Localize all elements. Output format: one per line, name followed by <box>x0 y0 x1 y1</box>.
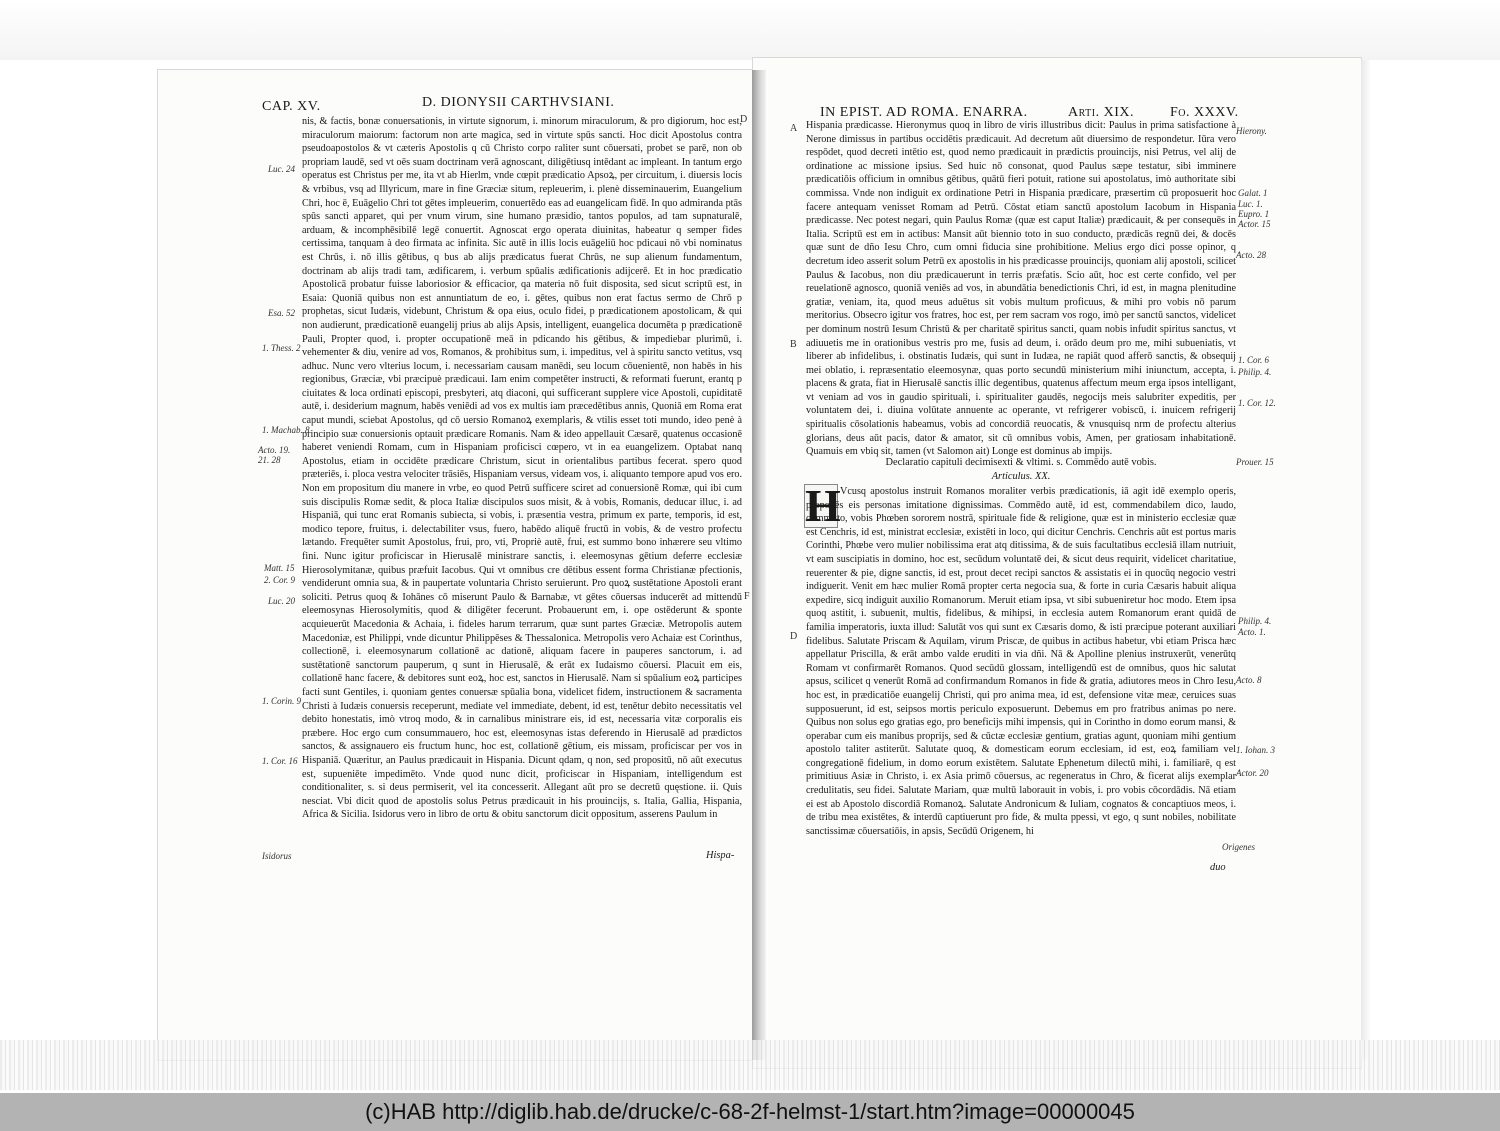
left-section-marker-f: F <box>744 591 750 602</box>
left-margin-note: Luc. 20 <box>268 596 295 606</box>
left-margin-note: Acto. 19. 21. 28 <box>258 445 291 465</box>
right-header-title: IN EPIST. AD ROMA. ENARRA. <box>820 105 1028 120</box>
left-margin-note: 1. Machab. 8 <box>262 425 310 435</box>
right-catchword: duo <box>1210 862 1226 873</box>
right-margin-note: Prouer. 15 <box>1236 457 1274 467</box>
page-edge <box>1361 60 1371 1060</box>
right-margin-note: Actor. 20 <box>1236 768 1269 778</box>
right-margin-note: 1. Iohan. 3 <box>1236 745 1275 755</box>
right-section-marker-d: D <box>790 631 798 642</box>
right-margin-note: Luc. 1. <box>1238 199 1263 209</box>
left-header-title: D. DIONYSII CARTHVSIANI. <box>422 95 615 110</box>
scan-background <box>0 0 1500 60</box>
right-margin-note: Origenes <box>1222 842 1255 852</box>
right-section-marker-b: B <box>790 339 797 350</box>
left-margin-note: 1. Thess. 2 <box>262 343 301 353</box>
right-margin-note: Acto. 8 <box>1236 675 1262 685</box>
right-margin-note: Eupro. 1 <box>1238 209 1270 219</box>
right-margin-note: Philip. 4. <box>1238 367 1272 377</box>
right-body-text-bottom <box>805 480 1236 861</box>
right-margin-note: Actor. 15 <box>1238 219 1271 229</box>
left-section-marker-d: D <box>740 114 748 125</box>
left-margin-note: 2. Cor. 9 <box>264 575 296 585</box>
right-body-paragraph: Vcusq apostolus instruit Romanos moraliter verbis prædicationis, iā agit idē exemplo operis, proponēs eis personas imitatione dignissimas. Commēdo autē, id est, commendabilem dico, laudo, committo, vobis Phœben sororem nostrā, spirituale fide & religione, quæ est in ministerio ecclesiæ quæ est Cenchris, id est, ministrat ecclesiæ, existēti in loco, qui dicitur Cenchris. Cenchris aūt est portus maris Corinthi, Phœbe vero mulier nobilissima erat atq ditissima, & de suis facultatibus ecclesiā illam nutriuit, vt eam suscipiatis in domino, hoc est, secūdum voluntatē dei, & sicut deus requirit, videlicet charitatiue, reuerenter & pie, digne sanctis, id est, prout decet recipi sanctos & assistatis ei in quocūq negocio vestri indiguerit. Venit em hæc mulier Romā propter certa negocia sua, & forte in curia Cæsaris habuit aliqua expedire, sicq indiguit auxilio Romanorum. Meruit etiam ipsa, vt sibi subueniretur hoc modo. Etem ipsa quoq astitit, i. subuenit, multis, fidelibus, & mihipsi, in ecclesia autem Romanorum erant quidā de familia imperatoris, iuxta illud: Salutāt vos qui sunt ex Cæsaris domo, & isti præcipue poterant auxiliari fidelibus. Salutate Priscam & Aquilam, virum Priscæ, de quibus in actibus habetur, vbi etiam Prisca hæc appellatur Priscilla, & erāt ambo valde eruditi in via dñi. Nā & Apolline plenius instruxerūt, venerūtq Romam vt confirmarēt Romanos. Quod secūdū glossam, intelligendū est de omnibus, quos hic salutat apsus, scilicet q venerūt Romā ad confirmandum Romanos in fide & gratia, adiutores meos in Chro Iesu, hoc est, in prædicatiōe euangelij Christi, qui pro anima mea, id est, defensione vitæ meæ, ceruices suas supposuerunt, id est, seipsos mortis periculo exposuerunt. Debemus em pro fratribus animas po nere. Quibus non solus ego gratias ego, pro beneficijs mihi impensis, qui in Corintho in domo eorum mansi, & operabar cum eis manibus proprijs, sed & cūctæ ecclesiæ gentium, gratias agunt, quoniam mihi gentium apostolo taliter astiterūt. Salutate quoq, & domesticam eorum ecclesiam, id est, eoꝝ familiam vel congregationē fidelium, in domo eorum existētem. Salutate Ephenetum dilectū mihi, i. familiarē, q est primitiuus Asiæ in Christo, i. ex Asia primō cōuersus, ac regeneratus in Chro, & ficerat alijs exemplar credulitatis, seu fidei. Salutate Mariam, quæ multū laborauit in vobis, i. pro vobis cōcordādis. Nā etiam ei est ab Apostolo discordiā Romanoꝝ. Salutate Andronicum & Iuliam, cognatos & concaptiuos meos, i. de tribu mea existētes, & interdū captiuerunt pro fide, & multa ppessi, vt ego, q sunt nobiles, nobilitate sanctissimæ cōuersatiōis, in apsis, Secūdū Origenem, hi <box>806 486 1236 837</box>
right-body-paragraph: Hispania prædicasse. Hieronymus quoq in libro de viris illustribus dicit: Paulus in prima satisfactione à Nerone dimissus in partibus occidētis prædicauit. Ad decretum aūt diuersimo de respondetur. Iūra vero respōdet, quod decreti intētio est, quod nemo prædicauit in prædictis prouincijs, nisi Petrus, vel alij de ordinatione ac missione ipsius. Sed huic nō consonat, quod Paulus sæpe testatur, sibi imminere prædicatiōis officium in omnibus gētibus, quātū fieri potuit, ratione sui apostolatus, imò authoritate sibi commissa. Vnde non indiguit ex ordinatione Petri in Hispania prædicare, præsertim cū proposuerit hoc facere antequam venisset Romam ad Petrū. Cōstat etiam sanctū apostolum Iacobum in Hispania prædicasse. Nec potest negari, quin Paulus Romæ (quæ est caput Italiæ) prædicauit, & per consequēs in Italia. Scriptū est em in actibus: Mansit aūt biennio toto in suo conducto, prædicās regnū dei, & docēs quæ sunt de dño Iesu Chro, cum omni fiducia sine prohibitione. Melius ergo dici posse opinor, q decretum ideo asserit solum Petrū ex apostolis in his prædicasse prouincijs, quoniam alij apostoli, scilicet Paulus & Iacobus, non diu prædicauerunt in terris præfatis. Scio aūt, hoc est certe confido, vel per reuelationē agnosco, quoniā veniēs ad vos, in abundātia benedictionis Chri, id est, in magna plenitudine gratiæ, veniam, ita, quod meus aduētus sit vobis multum proficuus, & mihi pro vobis nō parum meritorius. Obsecro igitur vos fratres, hoc est, per rem sacram vos rogo, imò per sanctū sanctos, videlicet per dominum nostrū Iesum Christū & per charitatē spiritus sancti, quam nobis infudit spiritus sanctus, vt adiuuetis me in orationibus vestris pro me, fusis ad deum, i. orādo deum pro me, mihi subueniatis, vt liberer ab infidelibus, i. obstinatis Iudæis, qui sunt in Iudæa, ne rapiāt quod afferō sanctis, & obsequij mei oblatio, i. repræsentatio eleemosynæ, quas porto secundū ministerium mihi iniunctum, accepta, i. placens & grata, fiat in Hierusalē sanctis illic degentibus, quatenus affectum meum erga ipsos intelligant, vt veniam ad vos in gaudio spirituali, i. spiritualiter gaudēs, negocijs meis salubriter expeditis, per voluntatem dei, i. diuina volūtate annuente ac operante, vt refrigerer vobiscū, i. inuicem refrigerij spiritualis cōsolationis habeamus, vobis ad concordiā reuocatis, & vnusquisq nrm de profectu alterius glorians, deus aūt pacis, dator & amator, sit cū omnibus vobis, Amen, per gratiosam inhabitationē. Quamuis em vbiq sit, tamen (vt Salomon ait) Longe est dominus ab impijs. <box>806 120 1236 458</box>
left-margin-note: Esa. 52 <box>268 308 295 318</box>
left-catchword: Hispa- <box>706 850 735 861</box>
source-url-text: (c)HAB http://diglib.hab.de/drucke/c-68-2f-helmst-1/start.htm?image=00000045 <box>365 1099 1135 1124</box>
right-header-article: Arti. XIX. <box>1068 105 1135 120</box>
right-body-text-top <box>806 119 1236 481</box>
left-margin-note: Matt. 15 <box>264 563 295 573</box>
scan-edge-noise <box>0 1040 1500 1090</box>
article-label: Articulus. XX. <box>991 471 1051 482</box>
right-margin-note: 1. Cor. 6 <box>1238 355 1270 365</box>
right-section-marker-a: A <box>790 123 798 134</box>
right-margin-note: Acto. 1. <box>1238 627 1266 637</box>
right-margin-note: Acto. 28 <box>1236 250 1266 260</box>
right-margin-note: 1. Cor. 12. <box>1238 398 1276 408</box>
left-body-paragraph: nis, & factis, bonæ conuersationis, in virtute signorum, i. minorum miraculorum, & pro digiorum, hoc est, miraculorum maiorum: factorum non arte magica, sed in virtute spūs sancti. Hoc dicit Apostolus contra pseudoapostolos & vt cæteris Apostolis q cū Christo corpo raliter sunt cōuersati, probet se parē, non ob propriam laudē, sed vt oēs suam doctrinam verā agnoscant, diligētiusq intēdant ac impleant. In tantum ergo operatus est Christus per me, ita vt ab Hierlm, vnde cœpit prædicatio Apsoꝝ, per circuitum, i. diuersis locis & vrbibus, vsq ad Illyricum, mare in fine Græciæ situm, repleuerim, i. plenè disseminauerim, Euangelium Chri, hoc ē, Euāgelio Chri tot gētes impleuerim, conuertēdo eas ad euangelicam fidē. In quo admiranda ptās spūs sancti apparet, qui per vnum virum, sine humano præsidio, tantos populos, ad tam supnaturalē, arduam, & incomphēsibilē legē conuertit. Agnoscat ergo operata diuinitas, habeatur q semper fides certissima, tanquam à deo firmata ac infinita. Sic autē in illis locis euāgeliū hoc pdicaui nō vbi nominatus est Chrūs, i. nō illis gētibus, q bus ab alijs prædicatus fuerat Chrūs, ne sup alienum fundamentum, doctrinam ab alijs tradi tam, ædificarem, i. verbum spūalis ædificationis adijcerē. Et in hoc prædicatio Apostolicā probatur fuisse laboriosior & efficacior, qa materia nō fuit disposita, sed sicut scriptū est, in Esaia: Quoniā quibus non est annuntiatum de eo, i. gētes, quibus non erat factus sermo de Chrō p prophetas, sicut Iudæis, videbunt, Christum & opa eius, oculo fidei, p prædicationem apostolicam, & qui non audierunt, prædicationē euangelij prius ab alijs Apsis, intelligent, euangelica documēta p prædicationē Pauli, Propter quod, i. propter occupationē meā in pdicando his gētibus, & impediebar plurimū, i. vehementer & diu, venire ad vos, Romanos, & prohibitus sum, i. impeditus, vel à spiritu sancto vetitus, vsq adhuc. Nunc vero vlterius locum, i. necessariam causam manēdi, seu locum cōuenientē, non habēs in his regionibus, Græciæ, vbi præcipuè prædicaui. Iam enim competēter instructi, & reformati fuerunt, erantq p ciuitates & loca ordinati episcopi, presbyteri, atq diaconi, qui sufficerant supplere vice Apostoli, cupiditatē autē, i. desiderium magnum, habēs veniēdi ad vos ex multis iam præcedētibus annis, Quoniā em Roma erat caput mundi, sciebat Apostolus, qd cō uersio Romanoꝝ exemplaris, & vtilis esset toti mundo, ideo penè à principio suæ conuersionis optauit prædicare Romanis. Nam & ideo appellauit Cæsarē, quatenus occasionē haberet veniendi Romam, cum in Hispaniam proficisci cœpero, vt in ea euangelizem. Optabat nanq Apostolus, etiam in occidēte prædicare Christum, sicut in orientalibus partibus fecerat. spero quod præteriēs, i. ploca vestra velociter trāsiēs, Hispaniam versus, videam vos, i. aliquanto tempore apud vos ero. Non em propositum diu manere in vrbe, eo quod Petrū sufficere sciret ad conuersionē Romæ, qui ibi cum suis discipulis Romæ sedit, & ploca Italiæ discipulos suos misit, & à vobis, Romanis, deducar illuc, i. ad Hispaniā, qui tunc erat Romanis subiecta, si vobis, i. præsentia vestra, primum ex parte, temporis, id est, modico tepore, fruitus, i. delectabiliter vsus, fuero, habēdo aliquē fructū in vobis, & de vestro profectu lætando. Frequēter sumit Apostolus, frui, pro, vti, Propriè autē, frui, est summo bono inhærere seu vltimo fini. Nunc igitur proficiscar in Hierusalē ministrare sanctis, i. eleemosynas gētium deferre ecclesiæ Hierosolymitanæ, quibus præfuit Iacobus. Qui vt omnibus cre dētibus essent forma Christianæ pfectionis, vendiderunt omnia sua, & in paupertate voluntaria Christo seruierunt. Pro quoꝝ sustētatione Apostoli erant soliciti. Petrus quoq & Iohānes cō miserunt Paulo & Barnabæ, vt gētes cōuersas inducerēt ad mittendū eleemosynas Hierosolymitis, quod & diligēter fecerunt. Probauerunt em, i. ope ostēderunt & sponte acquieuerūt Macedonia & Achaia, i. fideles harum terrarum, quæ sunt partes Græciæ. Metropolis autem Macedoniæ, est Philippi, vnde dicuntur Philippēses & Thessalonica. Metropolis vero Achaiæ est Corinthus, collectionē, i. eleemosynarum collationē ac dationē, aliquam facere in pauperes sanctorum, i. ad sustētationē sanctorum pauperum, q sunt in Hierusalē, & erāt ex Iudaismo cōuersi. Placuit em eis, collationē hanc facere, & debitores sunt eoꝝ, hoc est, sanctos in Hierusalē. Nam si spūalium eoꝝ participes facti sunt Gentiles, i. quoniam gentes conuersæ spūalia bona, videlicet fidem, instructionem & sacramenta Christi à Iudæis conuersis receperunt, mediate vel immediate, debent, id est, tenētur debito necessitatis vel debito honestatis, imò vtroq modo, & in carnalibus ministrare eis, id est, necessaria vitæ corporalis eis præbere. Hoc ergo cum consummauero, hoc est, eleemosynas istas deferendo in Hierusalē ad prædictos sanctos, & assignauero eis fructum hunc, hoc est, collationē gētium, eis missam, proficiscar per vos in Hispaniā. Quæritur, an Paulus prædicauit in Hispania. Dicunt qdam, q non, sed propositū, nō aūt executus est, supueniēte impedimēto. Vnde quod nunc dicit, proficiscar in Hispaniam, intelligendum est conditionaliter, s. si deus permiserit, vel ita concesserit. Allegant aūt pro se decretū quęstione. ii. Quis nesciat. Vbi dicit quod de apostolis solus Petrus prædicauit in his prouincijs, s. Italia, Gallia, Hispania, Africa & Sicilia. Isidorus vero in libro de ortu & obitu sanctorum dicit oppositum, asserens Paulum in <box>302 116 742 821</box>
left-margin-note: 1. Cor. 16 <box>262 756 298 766</box>
left-body-text <box>302 115 742 867</box>
right-margin-note: Galat. 1 <box>1238 188 1268 198</box>
drop-cap-initial: H <box>805 480 841 531</box>
right-margin-note: Philip. 4. <box>1238 616 1272 626</box>
copyright-footer <box>0 1093 1500 1131</box>
left-margin-note: Isidorus <box>262 851 292 861</box>
left-header-chapter: CAP. XV. <box>262 99 321 114</box>
article-title: Declaratio capituli decimisexti & vltimi. s. Commēdo autē vobis. <box>885 457 1157 468</box>
right-margin-note: Hierony. <box>1236 126 1267 136</box>
left-margin-note: Luc. 24 <box>268 164 295 174</box>
left-margin-note: 1. Corin. 9 <box>262 696 302 706</box>
book-gutter <box>752 70 766 1060</box>
right-header-folio: Fo. XXXV. <box>1170 105 1239 120</box>
